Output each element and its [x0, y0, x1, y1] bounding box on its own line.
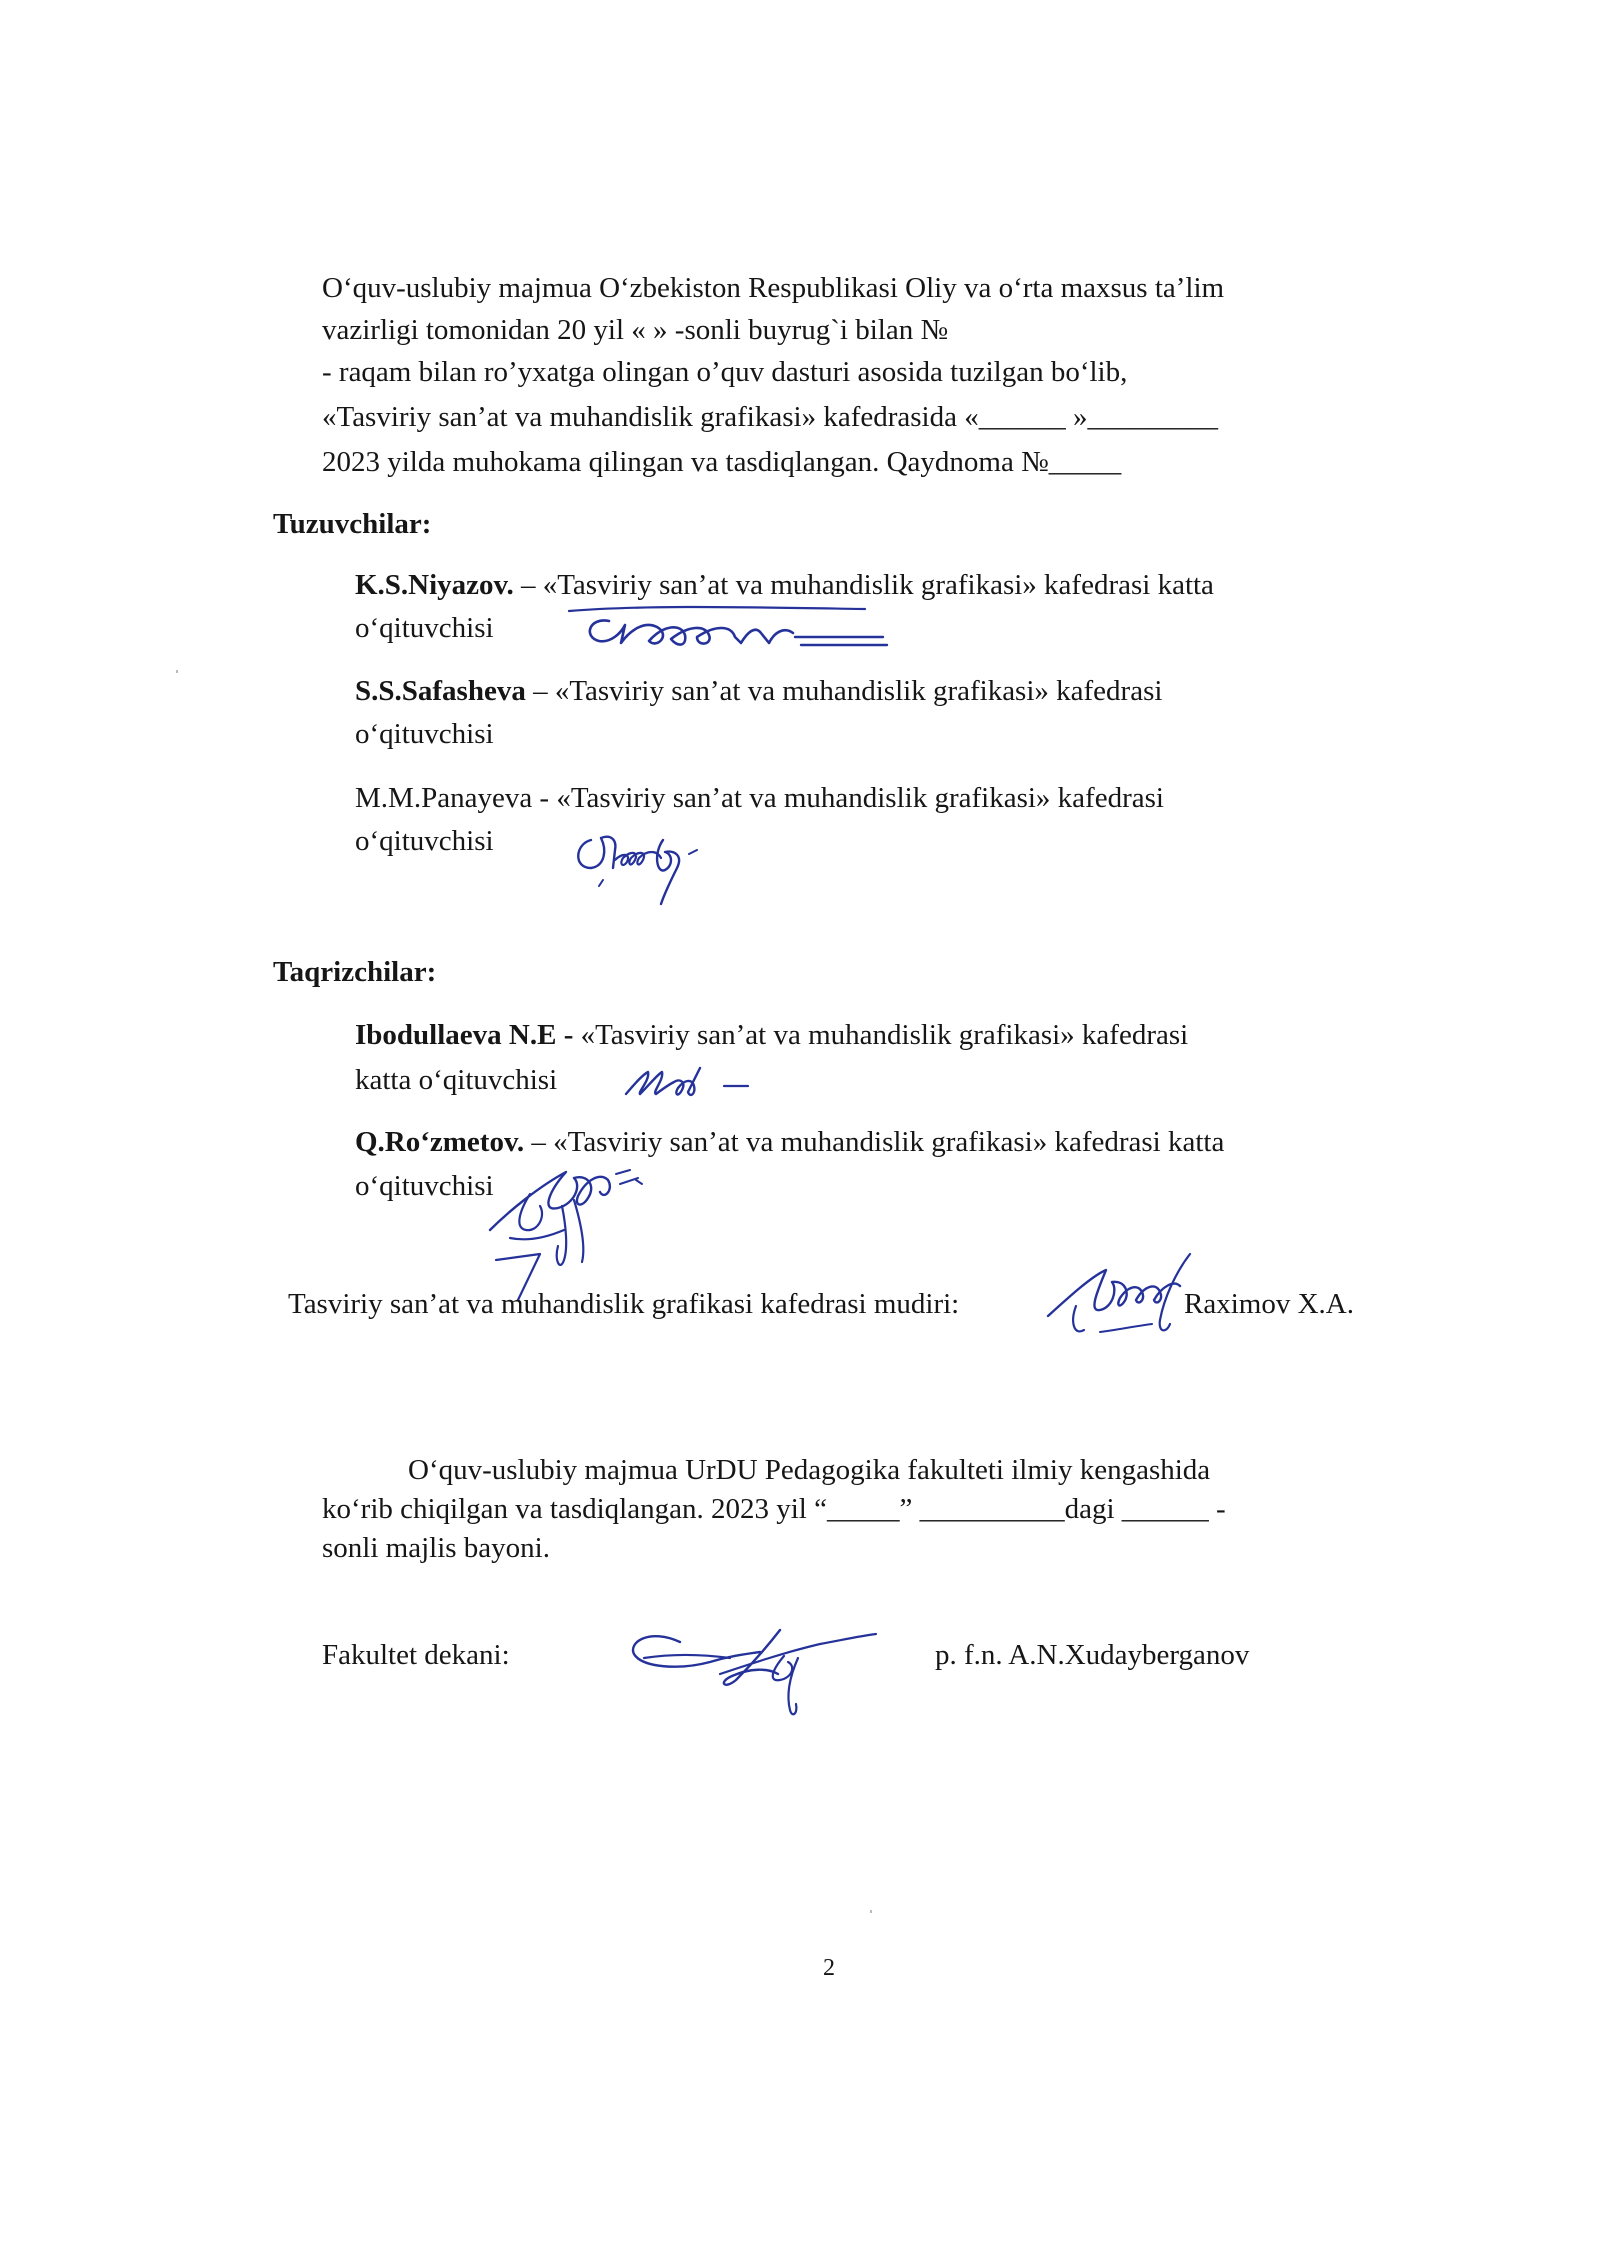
- reviewer-1-position: katta o‘qituvchisi: [355, 1064, 558, 1096]
- compiler-1-line: [355, 567, 1214, 603]
- compilers-heading: Tuzuvchilar:: [273, 508, 432, 540]
- intro-line-1: O‘quv-uslubiy majmua O‘zbekiston Respublikasi Oliy va o‘rta maxsus ta’lim: [322, 272, 1225, 304]
- signature-ibodullaeva: [620, 1058, 760, 1108]
- compiler-3-text: M.M.Panayeva - «Tasviriy san’at va muhandislik grafikasi» kafedrasi: [355, 782, 1164, 814]
- signature-xudayberganov: [620, 1618, 890, 1728]
- dean-label: Fakultet dekani:: [322, 1639, 510, 1671]
- signature-panayeva: [565, 810, 715, 910]
- page-number: 2: [823, 1955, 835, 1981]
- compiler-3-line: [355, 780, 1164, 816]
- compiler-2-name: S.S.Safasheva: [355, 675, 526, 707]
- compiler-1-name: K.S.Niyazov.: [355, 569, 514, 601]
- signature-raximov: [1040, 1246, 1230, 1356]
- reviewers-heading: Taqrizchilar:: [273, 956, 437, 988]
- reviewer-2-name: Q.Ro‘zmetov.: [355, 1126, 525, 1158]
- compiler-1-text: – «Tasviriy san’at va muhandislik grafikasi» kafedrasi katta: [513, 569, 1214, 601]
- reviewer-1-text: «Tasviriy san’at va muhandislik grafikasi» kafedrasi: [573, 1019, 1189, 1051]
- compiler-1-position: o‘qituvchisi: [355, 612, 494, 644]
- approval-line-1: O‘quv-uslubiy majmua UrDU Pedagogika fakulteti ilmiy kengashida: [408, 1454, 1211, 1486]
- signature-niyazov: [565, 603, 895, 663]
- compiler-3-position: o‘qituvchisi: [355, 825, 494, 857]
- approval-line-3: sonli majlis bayoni.: [322, 1532, 550, 1564]
- intro-line-2: vazirligi tomonidan 20 yil « » -sonli buyrug`i bilan №: [322, 314, 949, 346]
- approval-line-2: ko‘rib chiqilgan va tasdiqlangan. 2023 yil “_____” __________dagi ______ -: [322, 1493, 1226, 1525]
- compiler-2-line: [355, 673, 1162, 709]
- reviewer-2-position: o‘qituvchisi: [355, 1170, 494, 1202]
- reviewer-1-line: [355, 1017, 1188, 1053]
- head-of-department-name: Raximov X.A.: [1184, 1288, 1354, 1320]
- compiler-2-position: o‘qituvchisi: [355, 718, 494, 750]
- reviewer-1-name: Ibodullaeva N.E -: [355, 1019, 574, 1051]
- intro-line-5: 2023 yilda muhokama qilingan va tasdiqlangan. Qaydnoma №_____: [322, 446, 1122, 478]
- dean-name: p. f.n. A.N.Xudayberganov: [935, 1639, 1250, 1671]
- intro-line-4: «Tasviriy san’at va muhandislik grafikasi» kafedrasida «______ »_________: [322, 401, 1218, 433]
- compiler-2-text: – «Tasviriy san’at va muhandislik grafikasi» kafedrasi: [525, 675, 1163, 707]
- scan-speck: [176, 670, 178, 673]
- head-of-department-label: Tasviriy san’at va muhandislik grafikasi kafedrasi mudiri:: [288, 1288, 960, 1320]
- intro-line-3: - raqam bilan ro’yxatga olingan o’quv dasturi asosida tuzilgan bo‘lib,: [322, 356, 1128, 388]
- reviewer-2-text: – «Tasviriy san’at va muhandislik grafikasi» kafedrasi katta: [524, 1126, 1225, 1158]
- scan-speck: [870, 1910, 872, 1913]
